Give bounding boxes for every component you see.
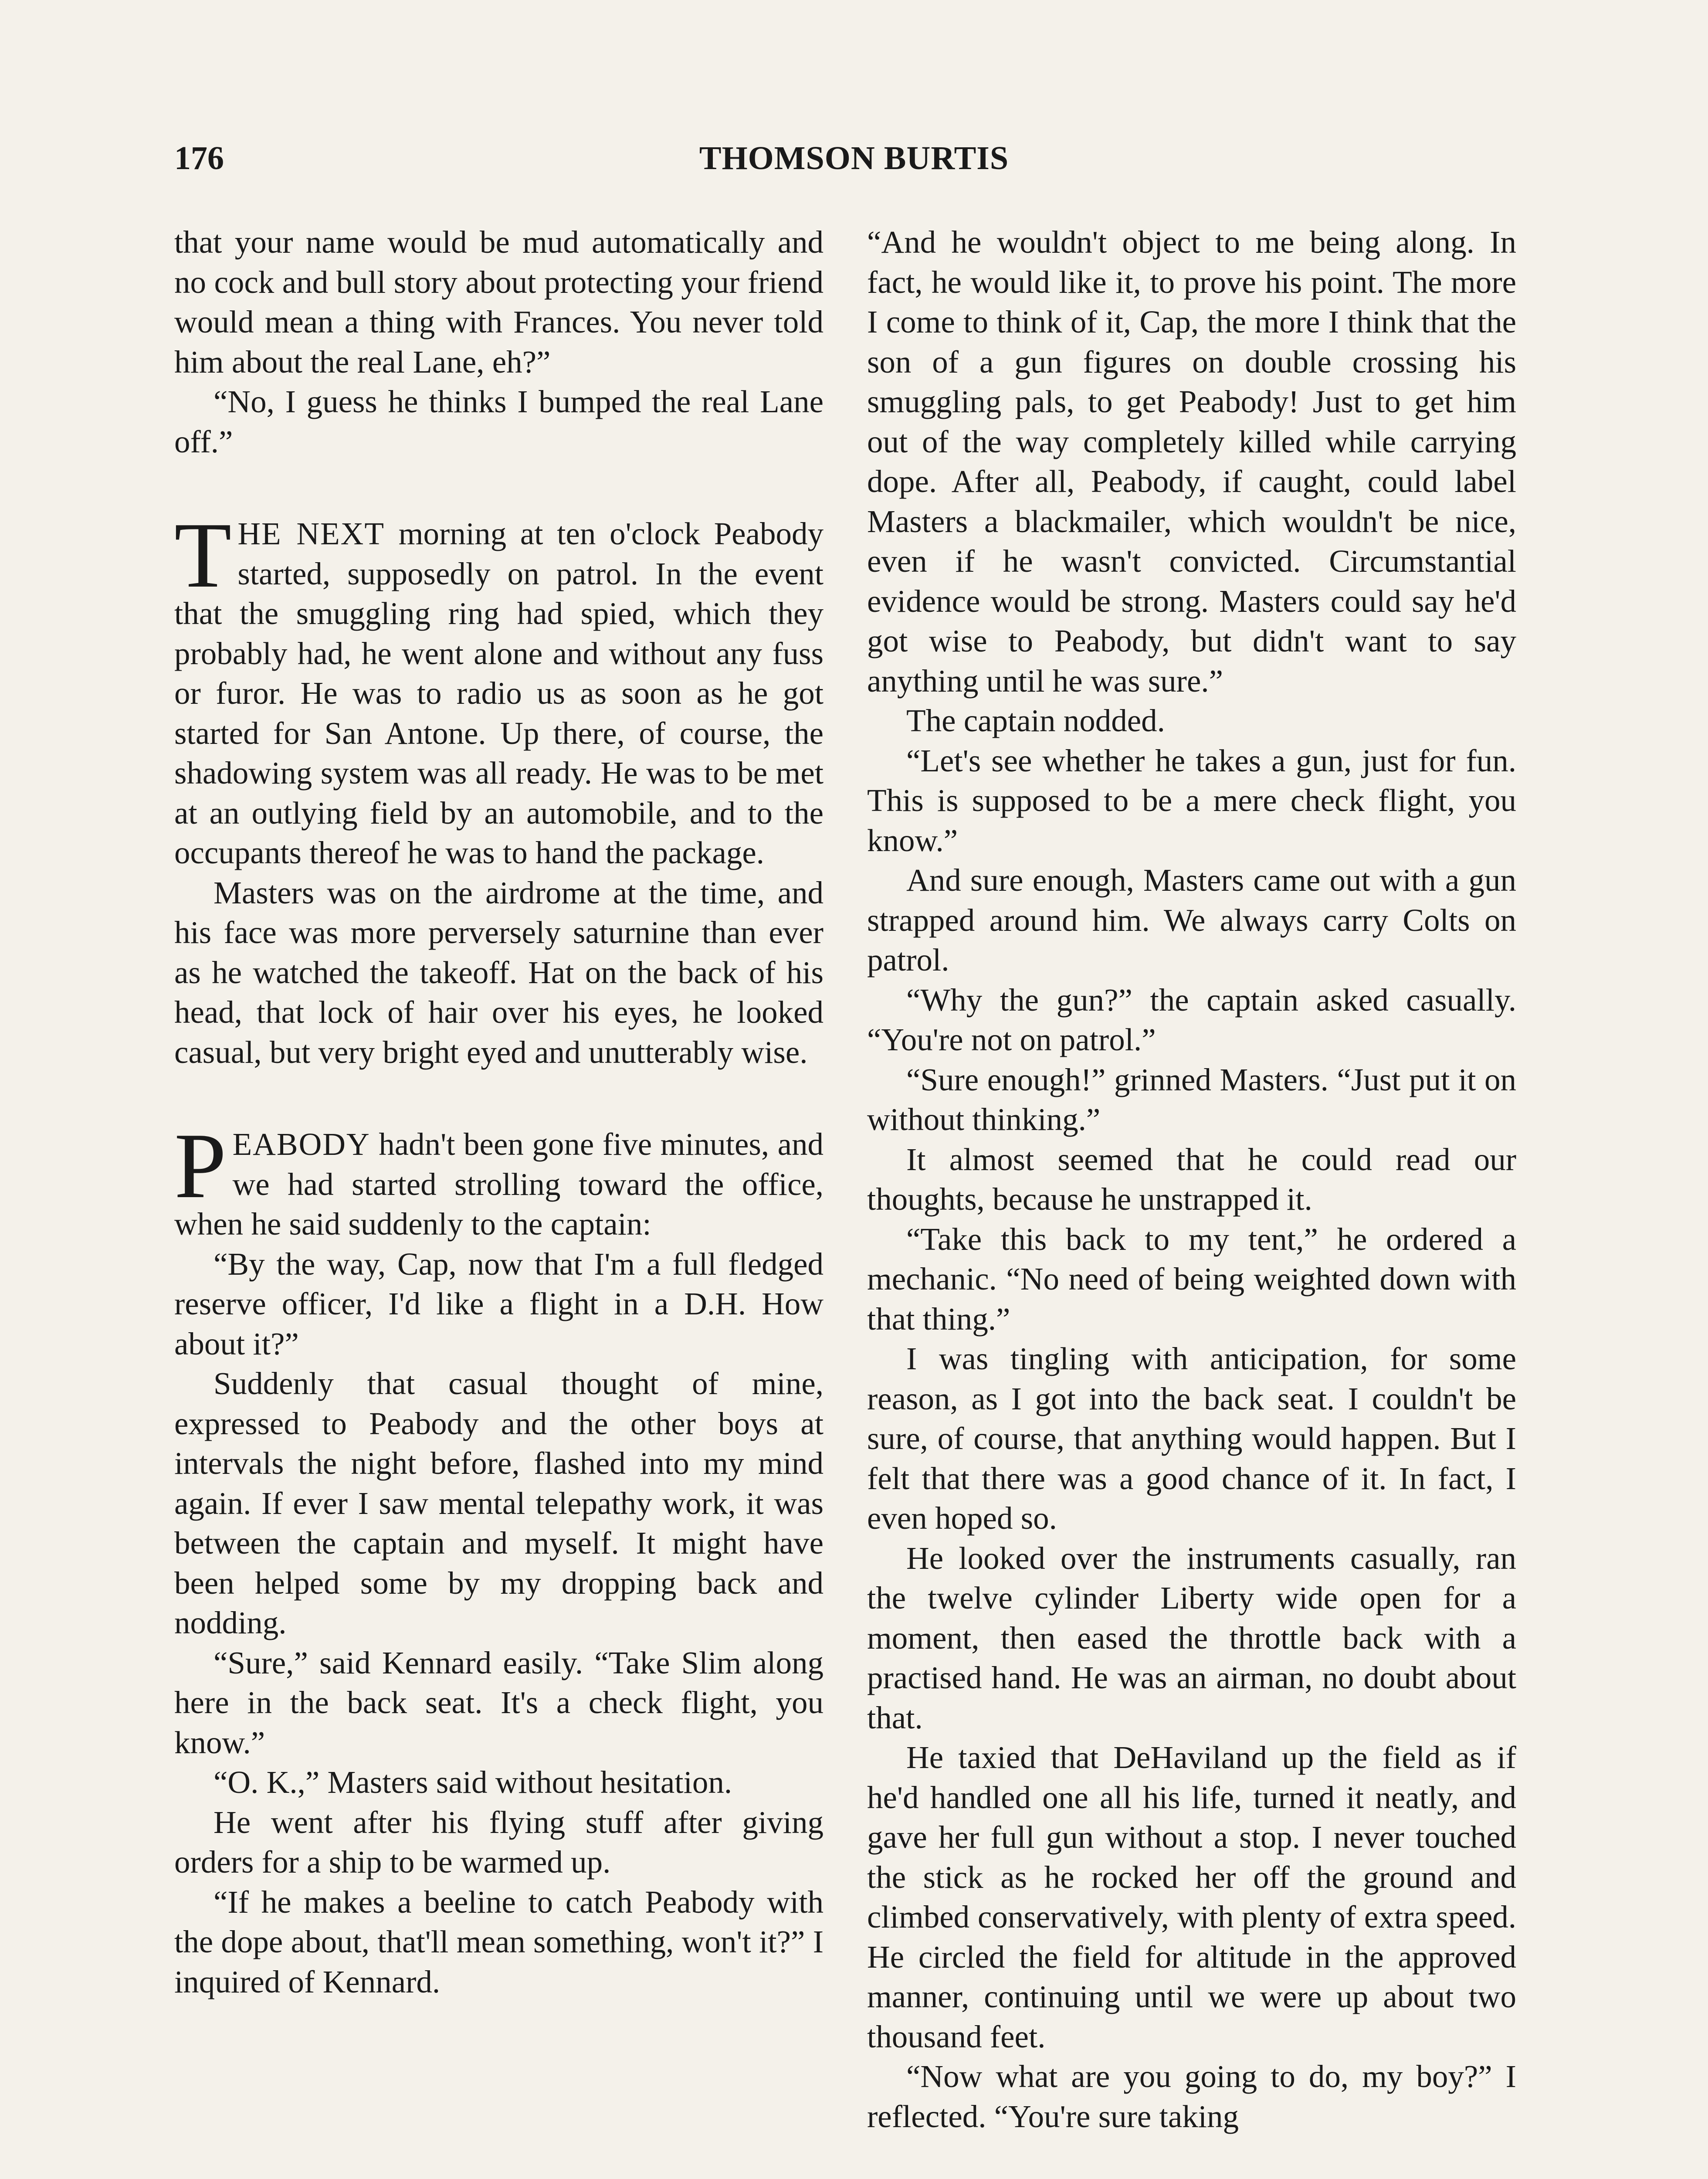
paragraph: He taxied that DeHaviland up the field as if he'd handled one all his life, turned it neatly, and gave her full gun without a stop. I never touched the stick as he rocked her off the ground and climbed conservatively, with plenty of extra speed. He circled the field for altitude in the approved manner, continuing until we were up about two thousand feet. — [867, 1740, 1516, 2054]
paragraph: “Sure,” said Kennard easily. “Take Slim along here in the back seat. It's a check flight, you know.” — [174, 1645, 824, 1760]
paragraph: “No, I guess he thinks I bumped the real Lane off.” — [174, 384, 824, 459]
paragraph: Masters was on the airdrome at the time, and his face was more perversely saturnine than ever as he watched the takeoff. Hat on the back of his head, that lock of hair over his eyes, he looked casual, but very bright eyed and unutterably wise. — [174, 875, 824, 1070]
paragraph: “Now what are you going to do, my boy?” I reflected. “You're sure taking — [867, 2059, 1516, 2134]
right-column — [867, 222, 1516, 2179]
paragraph: He went after his flying stuff after giving orders for a ship to be warmed up. — [174, 1804, 824, 1880]
paragraph: “Let's see whether he takes a gun, just for fun. This is supposed to be a mere check flight, you know.” — [867, 743, 1516, 858]
drop-cap: P — [174, 1113, 227, 1218]
paragraph: Suddenly that casual thought of mine, expressed to Peabody and the other boys at intervals the night before, flashed into my mind again. If ever I saw mental telepathy work, it was between the captain and myself. It might have been helped some by my dropping back and nodding. — [174, 1366, 824, 1640]
drop-cap: T — [174, 503, 232, 607]
paragraph: He looked over the instruments casually, ran the twelve cylinder Liberty wide open for a moment, then eased the throttle back with a practised hand. He was an airman, no doubt about that. — [867, 1540, 1516, 1735]
paragraph: “Sure enough!” grinned Masters. “Just put it on without thinking.” — [867, 1062, 1516, 1137]
paragraph: And sure enough, Masters came out with a gun strapped around him. We always carry Colts on patrol. — [867, 862, 1516, 977]
small-caps-lead: EABODY — [232, 1127, 370, 1162]
paragraph: “By the way, Cap, now that I'm a full fledged reserve officer, I'd like a flight in a D.H. How about it?” — [174, 1246, 824, 1361]
paragraph: “O. K.,” Masters said without hesitation. — [214, 1765, 732, 1800]
paragraph: I was tingling with anticipation, for some reason, as I got into the back seat. I couldn't be sure, of course, that anything would happen. But I felt that there was a good chance of it. In fact, I even hoped so. — [867, 1341, 1516, 1536]
running-head: THOMSON BURTIS — [699, 140, 1009, 176]
paragraph: The captain nodded. — [906, 703, 1165, 738]
paragraph-text: morning at ten o'clock Peabody started, supposedly on patrol. In the event that the smuggling ring had spied, which they probably had, he went alone and without any fuss or furor. He was to radio us as soon as he got started for San Antone. Up there, of course, the shadowing system was all ready. He was to be met at an outlying field by an automobile, and to the occupants thereof he was to hand the package. — [174, 516, 824, 870]
paragraph: “And he wouldn't object to me being along. In fact, he would like it, to prove his point. The more I come to think of it, Cap, the more I think that the son of a gun figures on double crossing his smuggling pals, to get Peabody! Just to get him out of the way completely killed while carrying dope. After all, Peabody, if caught, could label Masters a blackmailer, which wouldn't be nice, even if he wasn't convicted. Circumstantial evidence would be strong. Masters could say he'd got wise to Peabody, but didn't want to say anything until he was sure.” — [867, 224, 1516, 699]
left-column — [174, 222, 824, 2179]
paragraph: “If he makes a beeline to catch Peabody with the dope about, that'll mean something, won't it?” I inquired of Kennard. — [174, 1884, 824, 1999]
paragraph-text: hadn't been gone five minutes, and we had started strolling toward the office, when he said suddenly to the captain: — [174, 1127, 824, 1242]
paragraph: It almost seemed that he could read our thoughts, because he unstrapped it. — [867, 1141, 1516, 1217]
section-opening-paragraph — [174, 1113, 824, 1244]
paragraph: “Why the gun?” the captain asked casually. “You're not on patrol.” — [867, 982, 1516, 1057]
small-caps-lead: HE NEXT — [237, 516, 385, 551]
paragraph: “Take this back to my tent,” he ordered a mechanic. “No need of being weighted down with that thing.” — [867, 1221, 1516, 1337]
page-header — [174, 131, 1534, 196]
section-opening-paragraph — [174, 503, 824, 873]
page-number: 176 — [174, 140, 224, 176]
paragraph: that your name would be mud automatically and no cock and bull story about protecting your friend would mean a thing with Frances. You never told him about the real Lane, eh?” — [174, 224, 824, 380]
